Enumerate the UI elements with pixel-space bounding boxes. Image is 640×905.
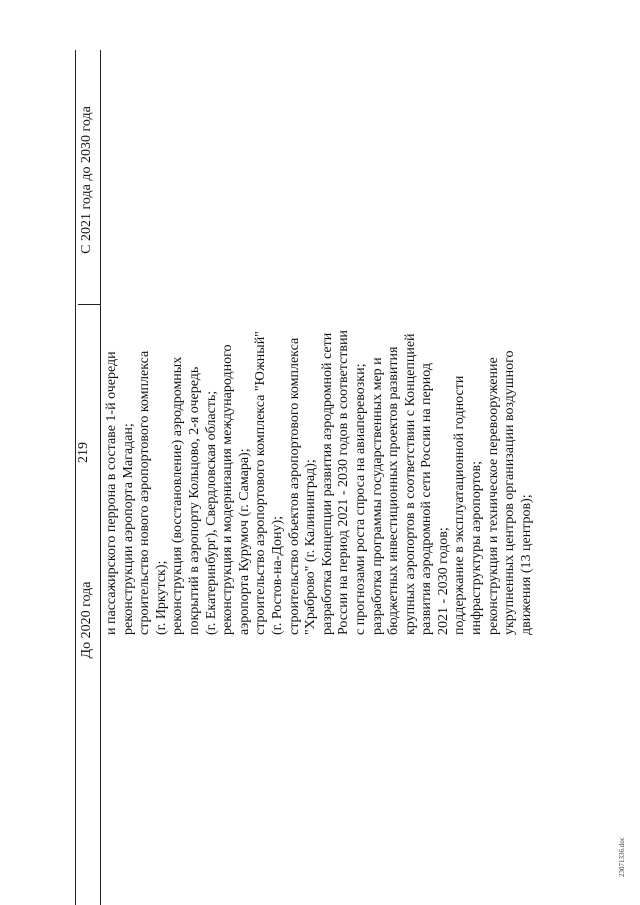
text-line: строительство аэропортового комплекса "Южный" (253, 331, 269, 635)
text-line: аэропорта Курумоч (г. Самара); (236, 448, 252, 635)
text-line: и пассажирского перрона в составе 1-й очереди (104, 351, 119, 635)
text-line: строительство объектов аэропортового комплекса (286, 337, 302, 635)
column-header-right: С 2021 года до 2030 года (79, 106, 94, 254)
text-line: реконструкции аэропорта Магадан; (120, 423, 136, 635)
text-line: инфраструктуры аэропортов; (469, 460, 485, 635)
page-number: 219 (76, 442, 91, 463)
text-line: покрытий в аэропорту Кольцово, 2-я очередь (186, 366, 202, 635)
text-line: строительство нового аэропортового комплекса (137, 350, 153, 635)
document-code: 23071336.doc (618, 837, 626, 877)
text-line: поддержание в эксплуатационной годности (452, 375, 468, 635)
left-column-text (104, 315, 535, 635)
text-line: 2021 - 2030 годов; (435, 527, 451, 635)
text-line: реконструкция и модернизация международного (220, 344, 236, 635)
text-line: разработка программы государственных мер и (369, 357, 385, 635)
table-header-border (100, 50, 101, 905)
text-line: крупных аэропортов в соответствии с Концепцией (402, 333, 418, 635)
text-line: (г. Иркутск); (153, 560, 169, 635)
column-header-left: До 2020 года (79, 581, 94, 659)
text-line: России на период 2021 - 2030 годов в соответствии (336, 330, 352, 635)
text-line: реконструкция (восстановление) аэродромных (170, 356, 186, 635)
text-line: (г. Ростов-на-Дону); (269, 516, 285, 635)
text-line: (г. Екатеринбург), Свердловская область; (203, 390, 219, 635)
text-line: с прогнозами роста спроса на авиаперевозки; (352, 363, 368, 635)
text-line: развития аэродромной сети России на период (419, 363, 435, 635)
text-line: укрупненных центров организации воздушного (502, 350, 518, 635)
text-line: разработка Концепции развития аэродромной сети (319, 332, 335, 635)
text-line: "Храброво" (г. Калининград); (303, 459, 319, 635)
text-line: бюджетных инвестиционных проектов развития (386, 346, 402, 635)
text-line: движения (13 центров); (518, 494, 534, 635)
column-divider (78, 304, 100, 305)
text-line: реконструкция и техническое перевооружение (485, 357, 501, 635)
